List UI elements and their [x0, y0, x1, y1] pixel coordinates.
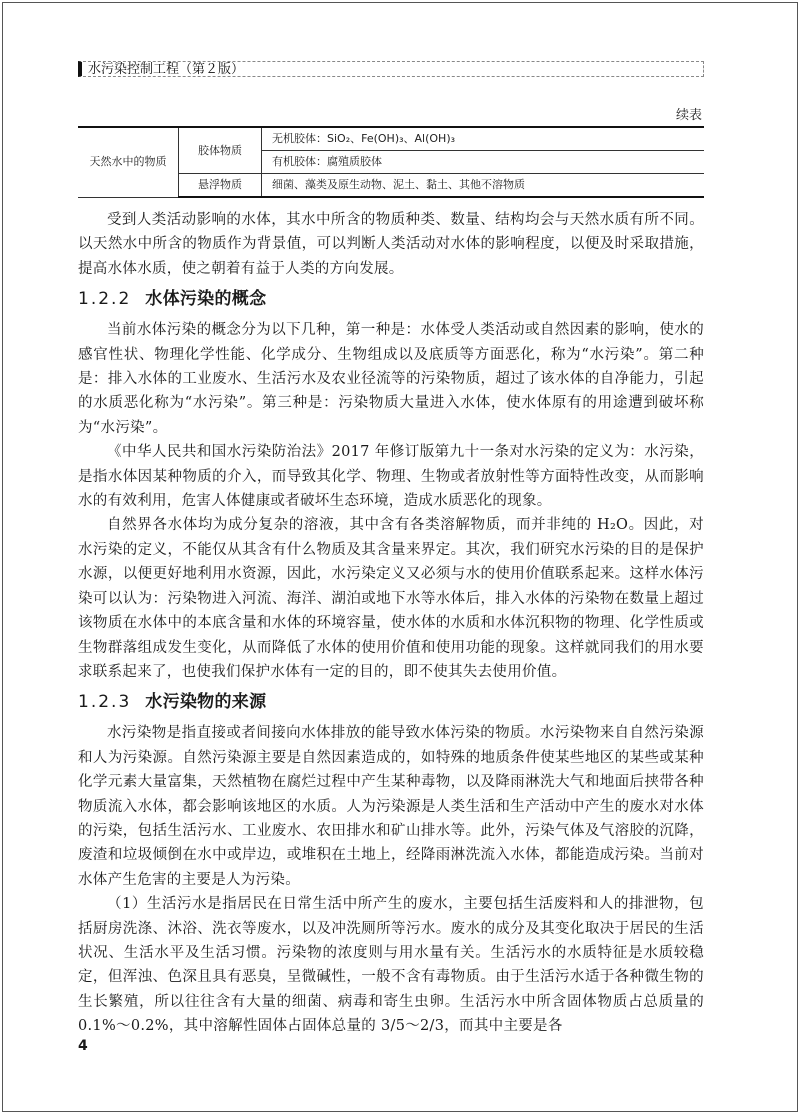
table-group-cell: 天然水中的物质 — [78, 127, 179, 197]
table-continued-label: 续表 — [675, 108, 702, 123]
running-header — [78, 61, 704, 77]
section-number: 1.2.2 — [78, 289, 132, 310]
paragraph: 当前水体污染的概念分为以下几种，第一种是：水体受人类活动或自然因素的影响，使水的感官性状、物理化学性能、化学成分、生物组成以及底质等方面恶化，称为“水污染”。第二种是：排入水体的工业废水、生活污水及农业径流等的污染物质，超过了该水体的自净能力，引起的水质恶化称为“水污染”。第三种是：污染物质大量进入水体，使水体原有的用途遭到破坏称为“水污染”。 — [78, 322, 704, 436]
page-number: 4 — [78, 1038, 88, 1054]
running-header-title: 水污染控制工程（第２版） — [88, 62, 245, 77]
table-content-cell: 细菌、藻类及原生动物、泥土、黏土、其他不溶物质 — [262, 174, 705, 198]
page-body — [78, 208, 704, 1039]
section-number: 1.2.3 — [78, 692, 132, 713]
section-heading — [78, 286, 704, 312]
paragraph: （1）生活污水是指居民在日常生活中所产生的废水，主要包括生活废料和人的排泄物，包括厨房洗涤、沐浴、洗衣等废水，以及冲洗厕所等污水。废水的成分及其变化取决于居民的生活状况、生活水平及生活习惯。污染物的浓度则与用水量有关。生活污水的水质特征是水质较稳定，但浑浊、色深且具有恶臭，呈微碱性，一般不含有毒物质。由于生活污水适于各种微生物的生长繁殖，所以往往含有大量的细菌、病毒和寄生虫卵。生活污水中所含固体物质占总质量的 0.1%～0.2%，其中溶解性固体占固体总量的 3/5～2/3，而其中主要是各 — [78, 896, 704, 1035]
section-title: 水体污染的概念 — [145, 289, 267, 310]
paragraph: 自然界各水体均为成分复杂的溶液，其中含有各类溶解物质，而并非纯的 H₂O。因此，对水污染的定义，不能仅从其含有什么物质及其含量来界定。其次，我们研究水污染的目的是保护水源，以便更好地利用水资源，因此，水污染定义又必须与水的使用价值联系起来。这样水体污染可以认为：污染物进入河流、海洋、湖泊或地下水等水体后，排入水体的污染物在数量上超过该物质在水体中的本底含量和水体的环境容量，使水体的水质和水体沉积物的物理、化学性质或生物群落组成发生变化，从而降低了水体的使用价值和使用功能的现象。这样就同我们的用水要求联系起来了，也使我们保护水体有一定的目的，即不使其失去使用价值。 — [78, 517, 704, 680]
section-title: 水污染物的来源 — [145, 692, 267, 713]
table-category-cell: 悬浮物质 — [179, 174, 262, 198]
paragraph: 水污染物是指直接或者间接向水体排放的能导致水体污染的物质。水污染物来自自然污染源和人为污染源。自然污染源主要是自然因素造成的，如特殊的地质条件使某些地区的某些或某种化学元素大量富集，天然植物在腐烂过程中产生某种毒物，以及降雨淋洗大气和地面后挟带各种物质流入水体，都会影响该地区的水质。人为污染源是人类生活和生产活动中产生的废水对水体的污染，包括生活污水、工业废水、农田排水和矿山排水等。此外，污染气体及气溶胶的沉降，废渣和垃圾倾倒在水中或岸边，或堆积在土地上，经降雨淋洗流入水体，都能造成污染。当前对水体产生危害的主要是人为污染。 — [78, 725, 704, 888]
paragraph: 受到人类活动影响的水体，其水中所含的物质种类、数量、结构均会与天然水质有所不同。以天然水中所含的物质作为背景值，可以判断人类活动对水体的影响程度，以便及时采取措施，提高水体水质，使之朝着有益于人类的方向发展。 — [78, 212, 704, 277]
section-heading — [78, 689, 704, 715]
paragraph: 《中华人民共和国水污染防治法》2017 年修订版第九十一条对水污染的定义为：水污染，是指水体因某种物质的介入，而导致其化学、物理、生物或者放射性等方面特性改变，从而影响水的有效利用，危害人体健康或者破坏生态环境，造成水质恶化的现象。 — [78, 444, 704, 510]
table-content-cell: 有机胶体：腐殖质胶体 — [262, 151, 705, 174]
table-category-cell: 胶体物质 — [179, 127, 262, 174]
table-row — [78, 127, 704, 151]
natural-water-substances-table — [78, 126, 704, 198]
table-content-cell: 无机胶体：SiO₂、Fe(OH)₃、Al(OH)₃ — [262, 127, 705, 151]
